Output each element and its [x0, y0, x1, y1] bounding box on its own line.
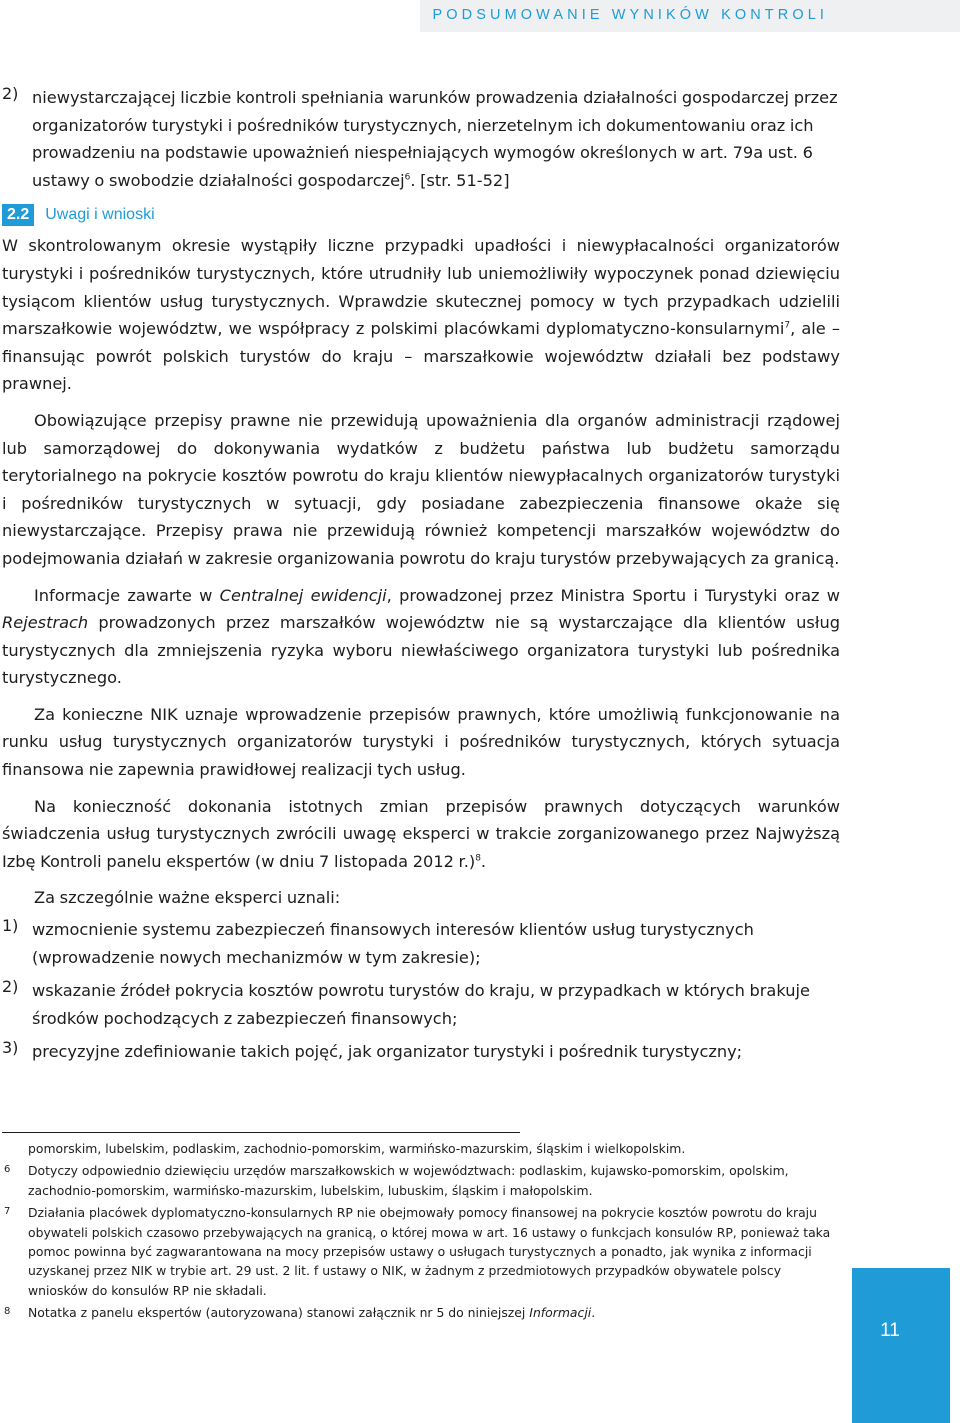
section-body: [2, 232, 840, 1066]
footnote-mark: 6: [4, 1164, 11, 1176]
main-content: [2, 84, 840, 1072]
list-item-number: 2): [2, 977, 19, 997]
list-item: [2, 916, 840, 971]
footnotes: [2, 1139, 840, 1326]
footnote-ref[interactable]: 7: [784, 320, 791, 331]
list-item-text: niewystarczającej liczbie kontroli spełniania warunków prowadzenia działalności gospodarczej przez organizatorów turystyki i pośredników turystycznych, nierzetelnym ich dokumentowaniu oraz ich prowadzeniu na podstawie upoważnień niespełniających wymogów określonych w art. 79a ust. 6 ustawy o swobodzie działalności gospodarczej$^6$. [str. 51-52]: [32, 88, 838, 190]
footnote-divider: [2, 1132, 520, 1133]
list-item: [2, 84, 840, 194]
list-item-number: 1): [2, 916, 19, 936]
expert-conclusions-list: [2, 916, 840, 1066]
paragraph-lead: Za szczególnie ważne eksperci uznali:: [34, 888, 341, 908]
footnote-8: 8 Notatka z panelu ekspertów (autoryzowana) stanowi załącznik nr 5 do niniejszej Informacji.: [2, 1303, 840, 1322]
footnote-7: 7 Działania placówek dyplomatyczno-konsularnych RP nie obejmowały pomocy finansowej na pokrycie kosztów powrotu do kraju obywateli polskich czasowo przebywających na granicą, o której mowa w art. 16 ustawy o funkcjach konsulów RP, ponieważ taka pomoc powinna być zagwarantowana na mocy przepisów ustawy o usługach turystycznych a ponadto, jak wynika z informacji uzyskanej przez NIK w trybie art. 29 ust. 2 lit. f ustawy o NIK, w żadnym z przedmiotowych przypadków obywatele polscy wniosków do konsulów RP nie składali.: [2, 1203, 840, 1300]
list-item-text: precyzyjne zdefiniowanie takich pojęć, jak organizator turystyki i pośrednik turystyczny;: [32, 1042, 743, 1062]
list-item-number: 2): [2, 84, 19, 103]
list-item-text: wzmocnienie systemu zabezpieczeń finansowych interesów klientów usług turystycznych (wprowadzenie nowych mechanizmów w tym zakresie);: [32, 920, 754, 967]
list-item-number: 3): [2, 1038, 19, 1058]
paragraph-nik-recommendation: Za konieczne NIK uznaje wprowadzenie przepisów prawnych, które umożliwią funkcjonowanie na runku usług turystycznych organizatorów turystyki i pośredników turystycznych, których sytuacja finansowa nie zapewnia prawidłowej realizacji tych usług.: [2, 704, 840, 780]
footnote-ref[interactable]: 8: [475, 853, 481, 864]
footnote-ref[interactable]: 6: [404, 172, 411, 183]
footnote-continuation: pomorskim, lubelskim, podlaskim, zachodnio-pomorskim, warmińsko-mazurskim, śląskim i wielkopolskim.: [28, 1141, 686, 1156]
footnote-mark: 8: [4, 1306, 11, 1318]
section-title: Uwagi i wnioski: [45, 206, 155, 224]
page-number: 11: [880, 1320, 900, 1341]
running-header-title: PODSUMOWANIE WYNIKÓW KONTROLI: [432, 7, 828, 23]
paragraph-registers: Informacje zawarte w Centralnej ewidencji, prowadzonej przez Ministra Sportu i Turystyki oraz w Rejestrach prowadzonych przez marszałków województw nie są wystarczające dla klientów usług turystycznych dla zmniejszenia ryzyka wyboru niewłaściwego organizatora turystyki lub pośrednika turystycznego.: [2, 585, 841, 688]
paragraph-legal: Obowiązujące przepisy prawne nie przewidują upoważnienia dla organów administracji rządowej lub samorządowej do dokonywania wydatków z budżetu państwa lub budżetu samorządu terytorialnego na pokrycie kosztów powrotu do kraju klientów niewypłacalnych organizatorów turystyki i pośredników turystycznych w sytuacji, gdy posiadane zabezpieczenia finansowe okaże się niewystarczające. Przepisy prawa nie przewidują również kompetencji marszałków województw do podejmowania działań w zakresie organizowania powrotu do kraju turystów przebywających za granicą.: [2, 410, 840, 568]
page-number-tab: [852, 1268, 950, 1423]
footnote-mark: 7: [4, 1206, 11, 1218]
section-heading: [2, 204, 840, 226]
paragraph-intro: W skontrolowanym okresie wystąpiły liczne przypadki upadłości i niewypłacalności organizatorów turystyki i pośredników turystycznych, które utrudniły lub uniemożliwiły wypoczynek ponad dziewięciu tysiącom klientów usług turystycznych. Wprawdzie skutecznej pomocy w tych przypadkach udzielili marszałkowie województw, we współpracy z polskimi placówkami dyplomatyczno-konsularnymi$^7$, ale – finansując powrót polskich turystów do kraju – marszałkowie województw działali bez podstawy prawnej.: [2, 236, 840, 394]
list-item: [2, 977, 840, 1032]
running-header: [420, 0, 960, 32]
list-item-text: wskazanie źródeł pokrycia kosztów powrotu turystów do kraju, w przypadkach w których brakuje środków pochodzących z zabezpieczeń finansowych;: [32, 981, 810, 1028]
footnote-6: 6 Dotyczy odpowiednio dziewięciu urzędów marszałkowskich w województwach: podlaskim, kujawsko-pomorskim, opolskim, zachodnio-pomorskim, warmińsko-mazurskim, lubelskim, lubuskim, śląskim i małopolskim.: [2, 1161, 840, 1200]
paragraph-experts: Na konieczność dokonania istotnych zmian przepisów prawnych dotyczących warunków świadczenia usług turystycznych zwrócili uwagę eksperci w trakcie zorganizowanego przez Najwyższą Izbę Kontroli panelu ekspertów (w dniu 7 listopada 2012 r.)$^8$.: [2, 796, 840, 871]
list-item: [2, 1038, 840, 1066]
section-number: 2.2: [2, 204, 34, 226]
